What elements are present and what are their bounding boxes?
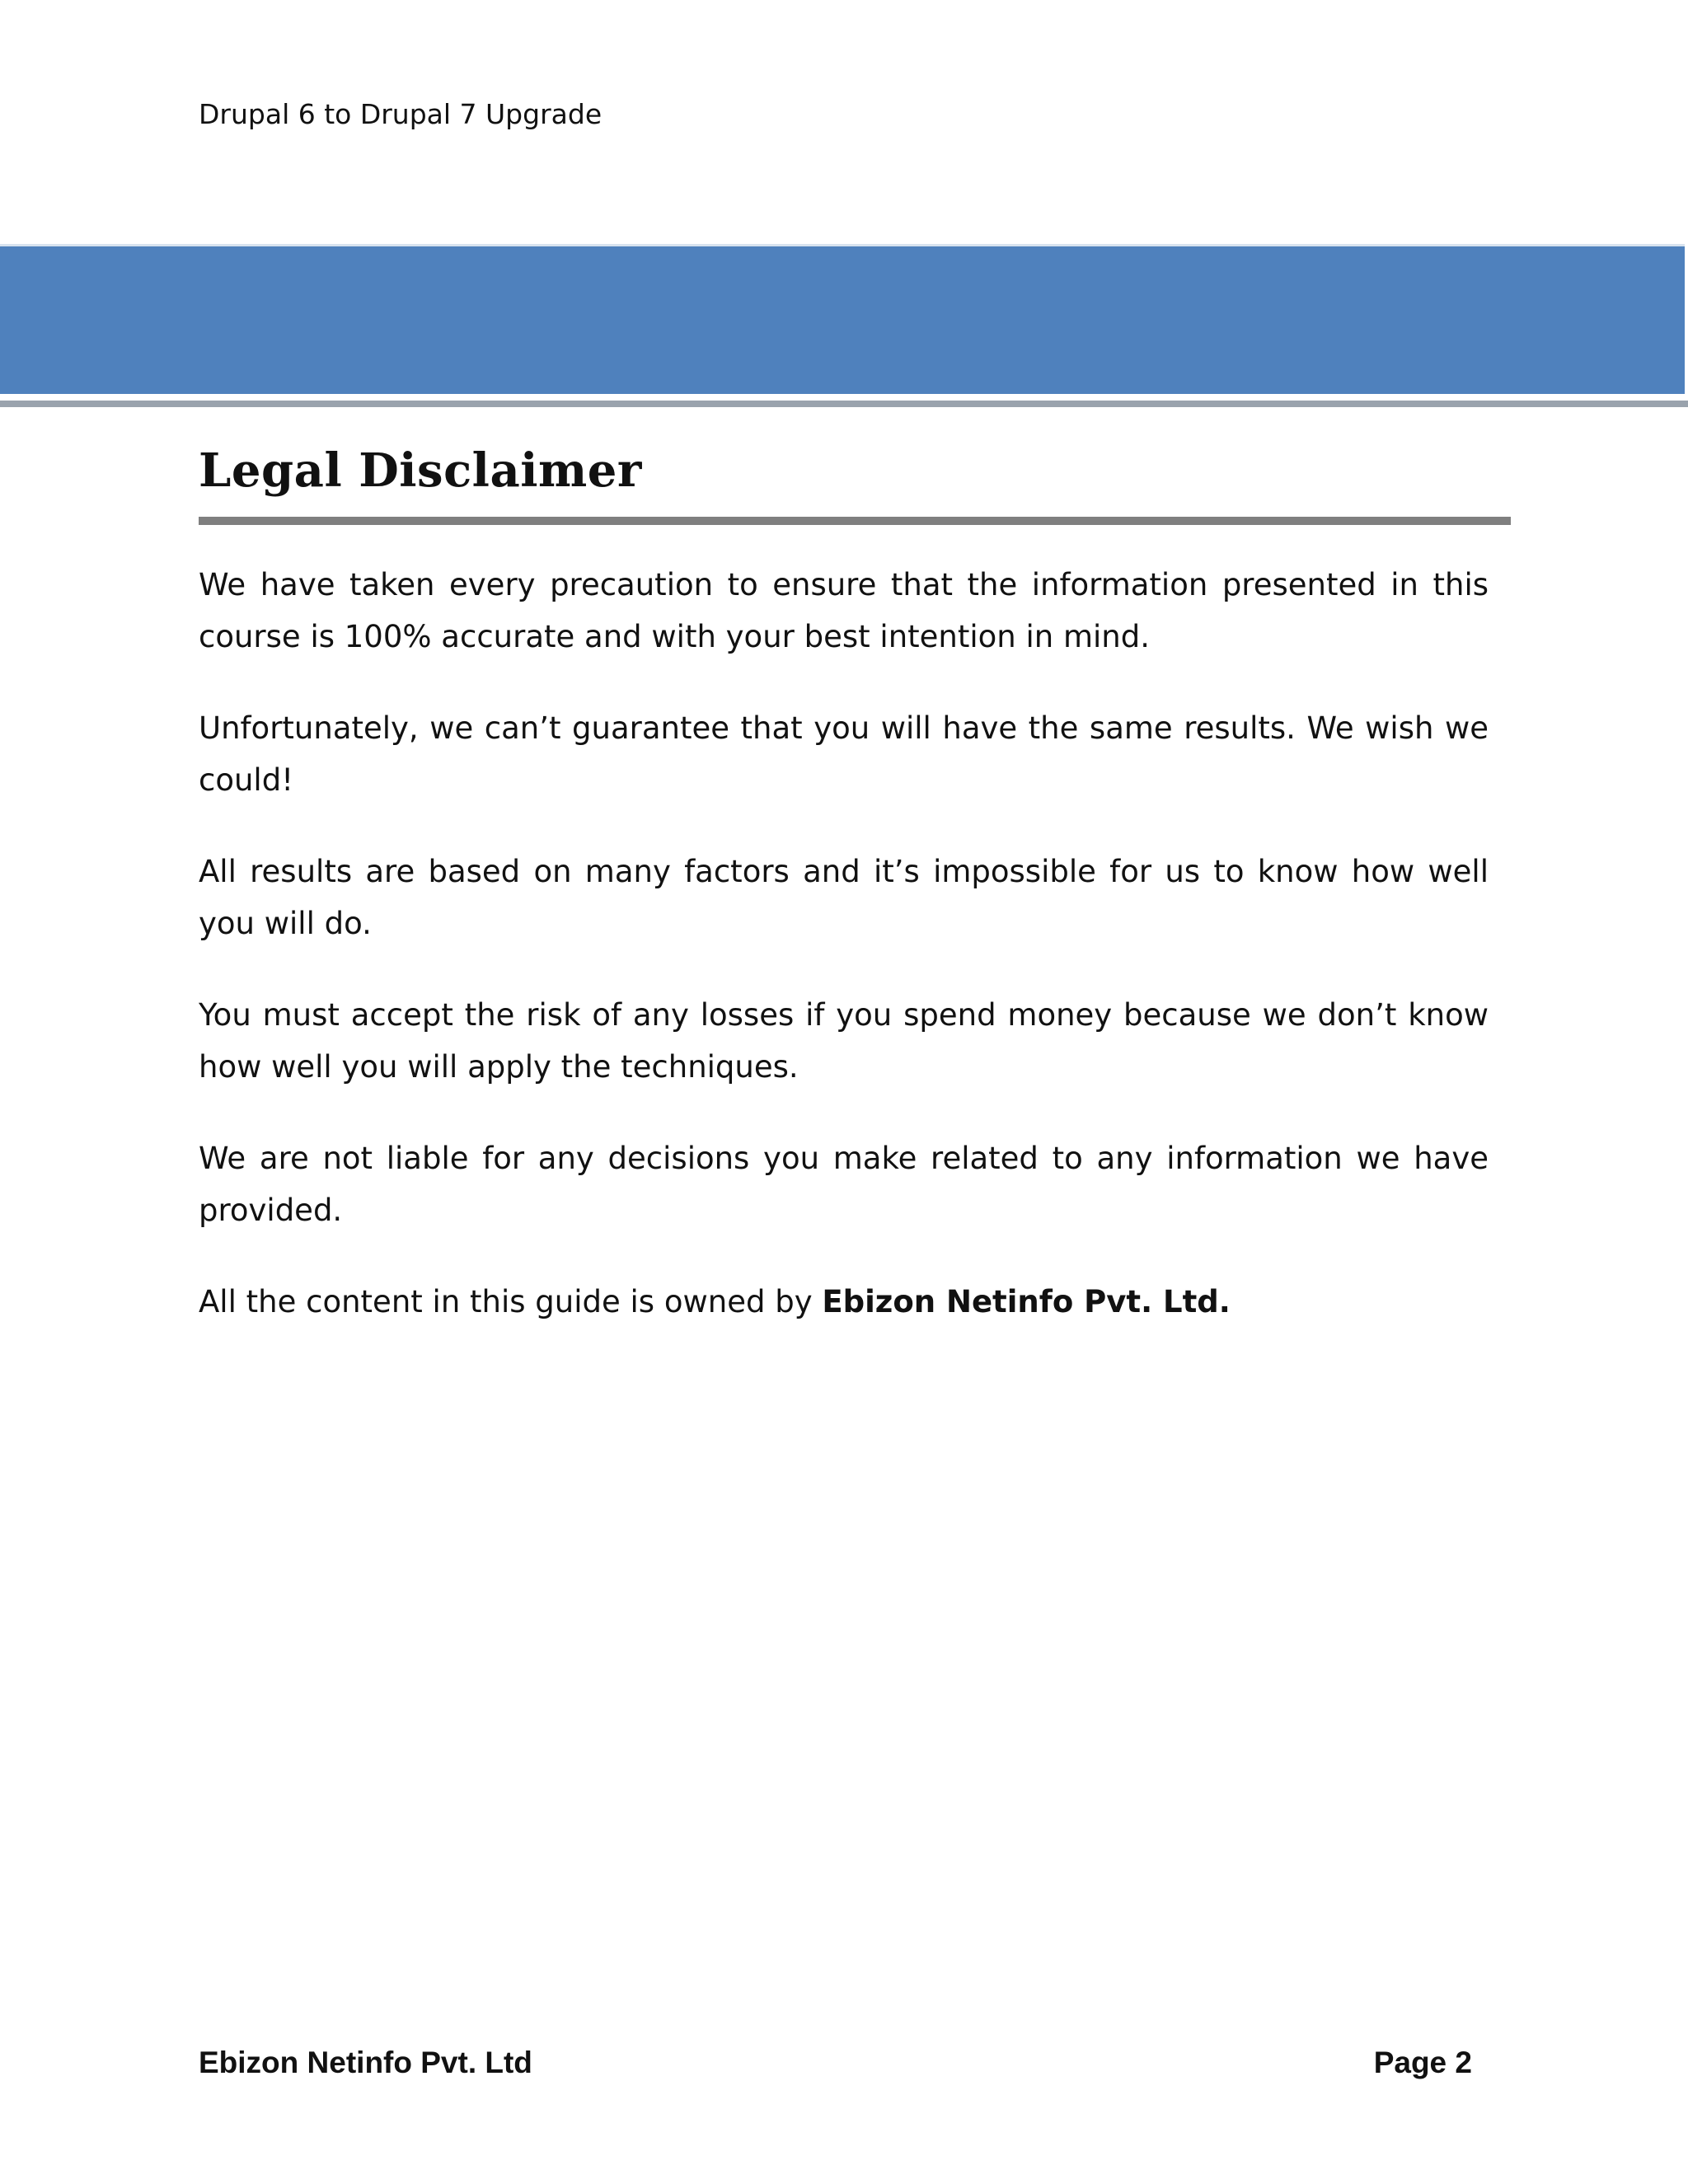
footer-page-number: Page 2 xyxy=(1373,2046,1472,2079)
disclaimer-paragraph: You must accept the risk of any losses if you spend money because we don’t know how well you will apply the techniques. xyxy=(199,997,1489,1085)
page-title: Legal Disclaimer xyxy=(199,443,642,498)
ownership-prefix: All the content in this guide is owned by xyxy=(199,1284,823,1319)
disclaimer-paragraph: We are not liable for any decisions you make related to any information we have provided. xyxy=(199,1141,1489,1228)
running-header-title: Drupal 6 to Drupal 7 Upgrade xyxy=(199,98,603,130)
disclaimer-paragraph: We have taken every precaution to ensure that the information presented in this course is 100% accurate and with your best intention in mind. xyxy=(199,567,1489,654)
owner-name: Ebizon Netinfo Pvt. Ltd. xyxy=(822,1284,1231,1319)
disclaimer-paragraph: Unfortunately, we can’t guarantee that you will have the same results. We wish we could! xyxy=(199,710,1489,798)
title-underline-rule xyxy=(199,517,1511,525)
disclaimer-body xyxy=(199,559,1489,1367)
ownership-paragraph xyxy=(199,1276,1489,1328)
header-band-rule xyxy=(0,401,1688,407)
header-color-band xyxy=(0,244,1685,394)
disclaimer-paragraph: All results are based on many factors and it’s impossible for us to know how well you will do. xyxy=(199,854,1489,941)
footer-company-name: Ebizon Netinfo Pvt. Ltd xyxy=(199,2046,532,2079)
